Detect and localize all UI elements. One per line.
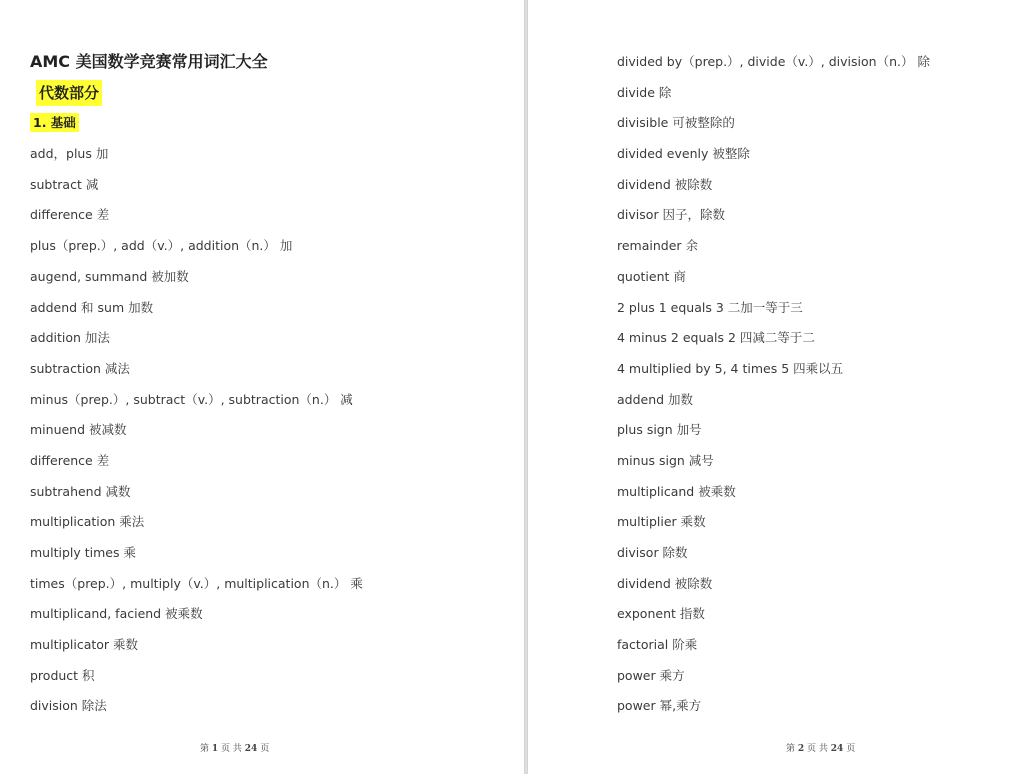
- vocabulary-entry: divided evenly 被整除: [617, 146, 750, 162]
- vocabulary-entry: plus sign 加号: [617, 422, 702, 438]
- vocabulary-list: [30, 139, 363, 722]
- footer-middle: 页 共: [221, 744, 242, 754]
- vocabulary-entry: minus（prep.）, subtract（v.）, subtraction（n.） 减: [30, 391, 353, 407]
- vocabulary-entry: multiplier 乘数: [617, 514, 706, 530]
- footer-suffix: 页: [260, 744, 270, 754]
- vocabulary-entry: divisor 除数: [617, 545, 688, 560]
- vocabulary-entry: subtraction 减法: [30, 360, 130, 376]
- footer-total-pages: 24: [830, 744, 844, 754]
- vocabulary-entry: multiplicator 乘数: [30, 637, 139, 653]
- vocabulary-entry: product 积: [30, 667, 95, 683]
- vocabulary-entry: remainder 余: [617, 238, 699, 254]
- section-heading-text: 代数部分: [36, 80, 102, 106]
- vocabulary-entry: add，plus 加: [30, 146, 109, 162]
- vocabulary-entry: times（prep.）, multiply（v.）, multiplication（n.） 乘: [30, 575, 363, 591]
- footer-middle: 页 共: [807, 744, 828, 754]
- vocabulary-entry: addition 加法: [30, 330, 110, 346]
- document-page-2: [528, 0, 1009, 774]
- vocabulary-entry: divisible 可被整除的: [617, 115, 735, 131]
- page-footer: [200, 741, 269, 754]
- vocabulary-entry: minuend 被减数: [30, 422, 127, 438]
- vocabulary-entry: power 乘方: [617, 667, 685, 683]
- footer-page-number: 2: [797, 744, 805, 754]
- vocabulary-entry: addend 加数: [617, 391, 694, 407]
- vocabulary-entry: divide 除: [617, 84, 672, 100]
- vocabulary-entry: dividend 被除数: [617, 176, 713, 192]
- vocabulary-entry: addend 和 sum 加数: [30, 299, 154, 315]
- vocabulary-entry: subtrahend 减数: [30, 483, 131, 499]
- vocabulary-entry: multiply times 乘: [30, 545, 136, 560]
- vocabulary-entry: difference 差: [30, 207, 110, 223]
- vocabulary-entry: plus（prep.）, add（v.）, addition（n.） 加: [30, 238, 293, 254]
- footer-suffix: 页: [846, 744, 856, 754]
- vocabulary-entry: 2 plus 1 equals 3 二加一等于三: [617, 299, 803, 315]
- subsection-heading-text: 1. 基础: [30, 113, 79, 132]
- vocabulary-entry: dividend 被除数: [617, 575, 713, 591]
- page-1-content: [30, 47, 363, 722]
- footer-prefix: 第: [786, 744, 796, 754]
- vocabulary-entry: subtract 减: [30, 176, 99, 192]
- vocabulary-entry: minus sign 减号: [617, 452, 714, 468]
- vocabulary-entry: augend, summand 被加数: [30, 268, 189, 284]
- vocabulary-entry: multiplication 乘法: [30, 514, 145, 530]
- vocabulary-list: [617, 47, 930, 722]
- footer-total-pages: 24: [244, 744, 258, 754]
- vocabulary-entry: 4 multiplied by 5, 4 times 5 四乘以五: [617, 360, 844, 376]
- vocabulary-entry: power 幂,乘方: [617, 698, 702, 714]
- vocabulary-entry: division 除法: [30, 698, 107, 714]
- vocabulary-entry: divisor 因子，除数: [617, 207, 726, 223]
- footer-page-number: 1: [211, 744, 219, 754]
- section-heading: [30, 78, 363, 109]
- vocabulary-entry: multiplicand 被乘数: [617, 483, 736, 499]
- vocabulary-entry: difference 差: [30, 452, 110, 468]
- page-2-content: [617, 47, 930, 722]
- vocabulary-entry: divided by（prep.）, divide（v.）, division（n.） 除: [617, 54, 930, 69]
- vocabulary-entry: 4 minus 2 equals 2 四减二等于二: [617, 330, 815, 346]
- vocabulary-entry: multiplicand, faciend 被乘数: [30, 606, 203, 622]
- page-footer: [786, 741, 855, 754]
- subsection-heading: [30, 108, 363, 139]
- document-title: AMC 美国数学竞赛常用词汇大全: [30, 52, 268, 71]
- vocabulary-entry: factorial 阶乘: [617, 637, 698, 653]
- footer-prefix: 第: [200, 744, 210, 754]
- vocabulary-entry: exponent 指数: [617, 606, 705, 622]
- vocabulary-entry: quotient 商: [617, 268, 686, 284]
